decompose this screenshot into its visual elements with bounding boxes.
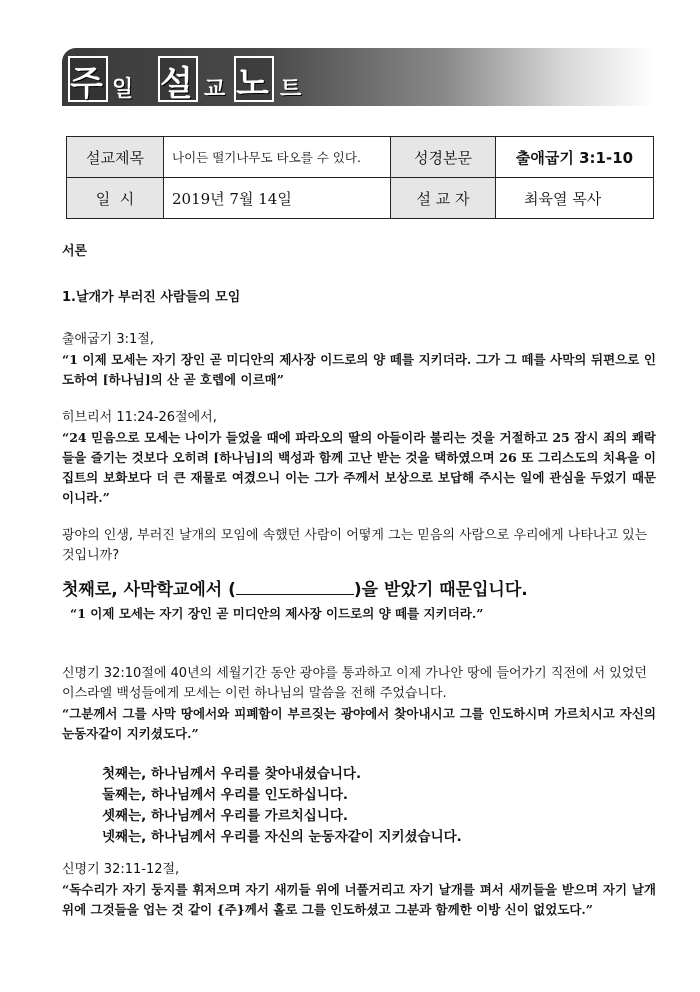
scripture-reference: 히브리서 11:24-26절에서, [62,410,217,425]
scripture-quote: “독수리가 자기 둥지를 휘저으며 자기 새끼들 위에 너풀거리고 자기 날개를 펴서 새끼들을 받으며 자기 날개 위에 그것들을 업는 것 같이 {주}께서 홀로 그를 인도하셨고 그분과 함께한 이방 신이 없었도다.” [62,882,656,917]
scripture-quote: “1 이제 모세는 자기 장인 곧 미디안의 제사장 이드로의 양 떼를 지키더라. 그가 그 떼를 사막의 뒤편으로 인도하여 [하나님]의 산 곧 호렙에 이르매” [62,352,656,387]
scripture-value: 출애굽기 3:1-10 [496,137,654,178]
list-item: 셋째는, 하나님께서 우리를 가르치십니다. [102,808,349,824]
title-label: 설교제목 [67,137,164,178]
scripture-quote: “그분께서 그를 사막 땅에서와 피폐함이 부르짖는 광야에서 찾아내시고 그를 인도하시며 가르치시고 자신의 눈동자같이 지키셨도다.” [62,706,656,741]
banner-char: 노 [236,64,269,104]
title-value: 나이든 떨기나무도 타오를 수 있다. [164,137,391,178]
banner-char: 주 [70,64,103,104]
banner-char: 일 [112,76,134,102]
point-list [102,764,462,848]
table-row [67,137,654,178]
date-label: 일 시 [67,178,164,219]
date-value: 2019년 7월 14일 [164,178,391,219]
intro-heading: 서론 [62,244,88,259]
sermon-info-table [66,136,654,219]
scripture-label: 성경본문 [391,137,496,178]
scripture-quote: “1 이제 모세는 자기 장인 곧 미디안의 제사장 이드로의 양 떼를 지키더라.” [70,606,484,621]
list-item: 넷째는, 하나님께서 우리를 자신의 눈동자같이 지키셨습니다. [102,829,462,845]
table-row [67,178,654,219]
banner-char: 설 [160,64,193,104]
banner-background [62,48,654,106]
banner-char: 교 [204,76,226,102]
list-item: 둘째는, 하나님께서 우리를 인도하십니다. [102,787,349,803]
fill-in-blank[interactable] [236,580,354,595]
paragraph: 광야의 인생, 부러진 날개의 모임에 속했던 사람이 어떻게 그는 믿음의 사람으로 우리에게 나타나고 있는 것입니까? [62,528,648,563]
paragraph: 신명기 32:10절에 40년의 세월기간 동안 광야를 통과하고 이제 가나안 땅에 들어가기 직전에 서 있었던 이스라엘 백성들에게 모세는 이런 하나님의 말씀을 전해 주었습니다. [62,666,647,701]
preacher-value: 최육열 목사 [496,178,654,219]
title-banner [62,48,654,106]
banner-char: 트 [280,76,302,102]
preacher-label: 설 교 자 [391,178,496,219]
scripture-reference: 신명기 32:11-12절, [62,862,180,877]
list-item: 첫째는, 하나님께서 우리를 찾아내셨습니다. [102,766,362,782]
point-heading-pre: 첫째로, 사막학교에서 ( [62,580,236,600]
point-heading [62,580,656,600]
scripture-quote: “24 믿음으로 모세는 나이가 들었을 때에 파라오의 딸의 아들이라 불리는 것을 거절하고 25 잠시 죄의 쾌락들을 즐기는 것보다 오히려 [하나님]의 백성과 함께 고난 받는 것을 택하였으며 26 또 그리스도의 치욕을 이집트의 보화보다 더 큰 재물로 여겼으니 이는 그가 주께서 보상으로 보답해 주시는 일에 관심을 두었기 때문이니라.” [62,430,656,505]
point-heading-post: )을 받았기 때문입니다. [353,580,528,600]
scripture-reference: 출애굽기 3:1절, [62,332,154,347]
section-heading: 1.날개가 부러진 사람들의 모임 [62,290,241,305]
